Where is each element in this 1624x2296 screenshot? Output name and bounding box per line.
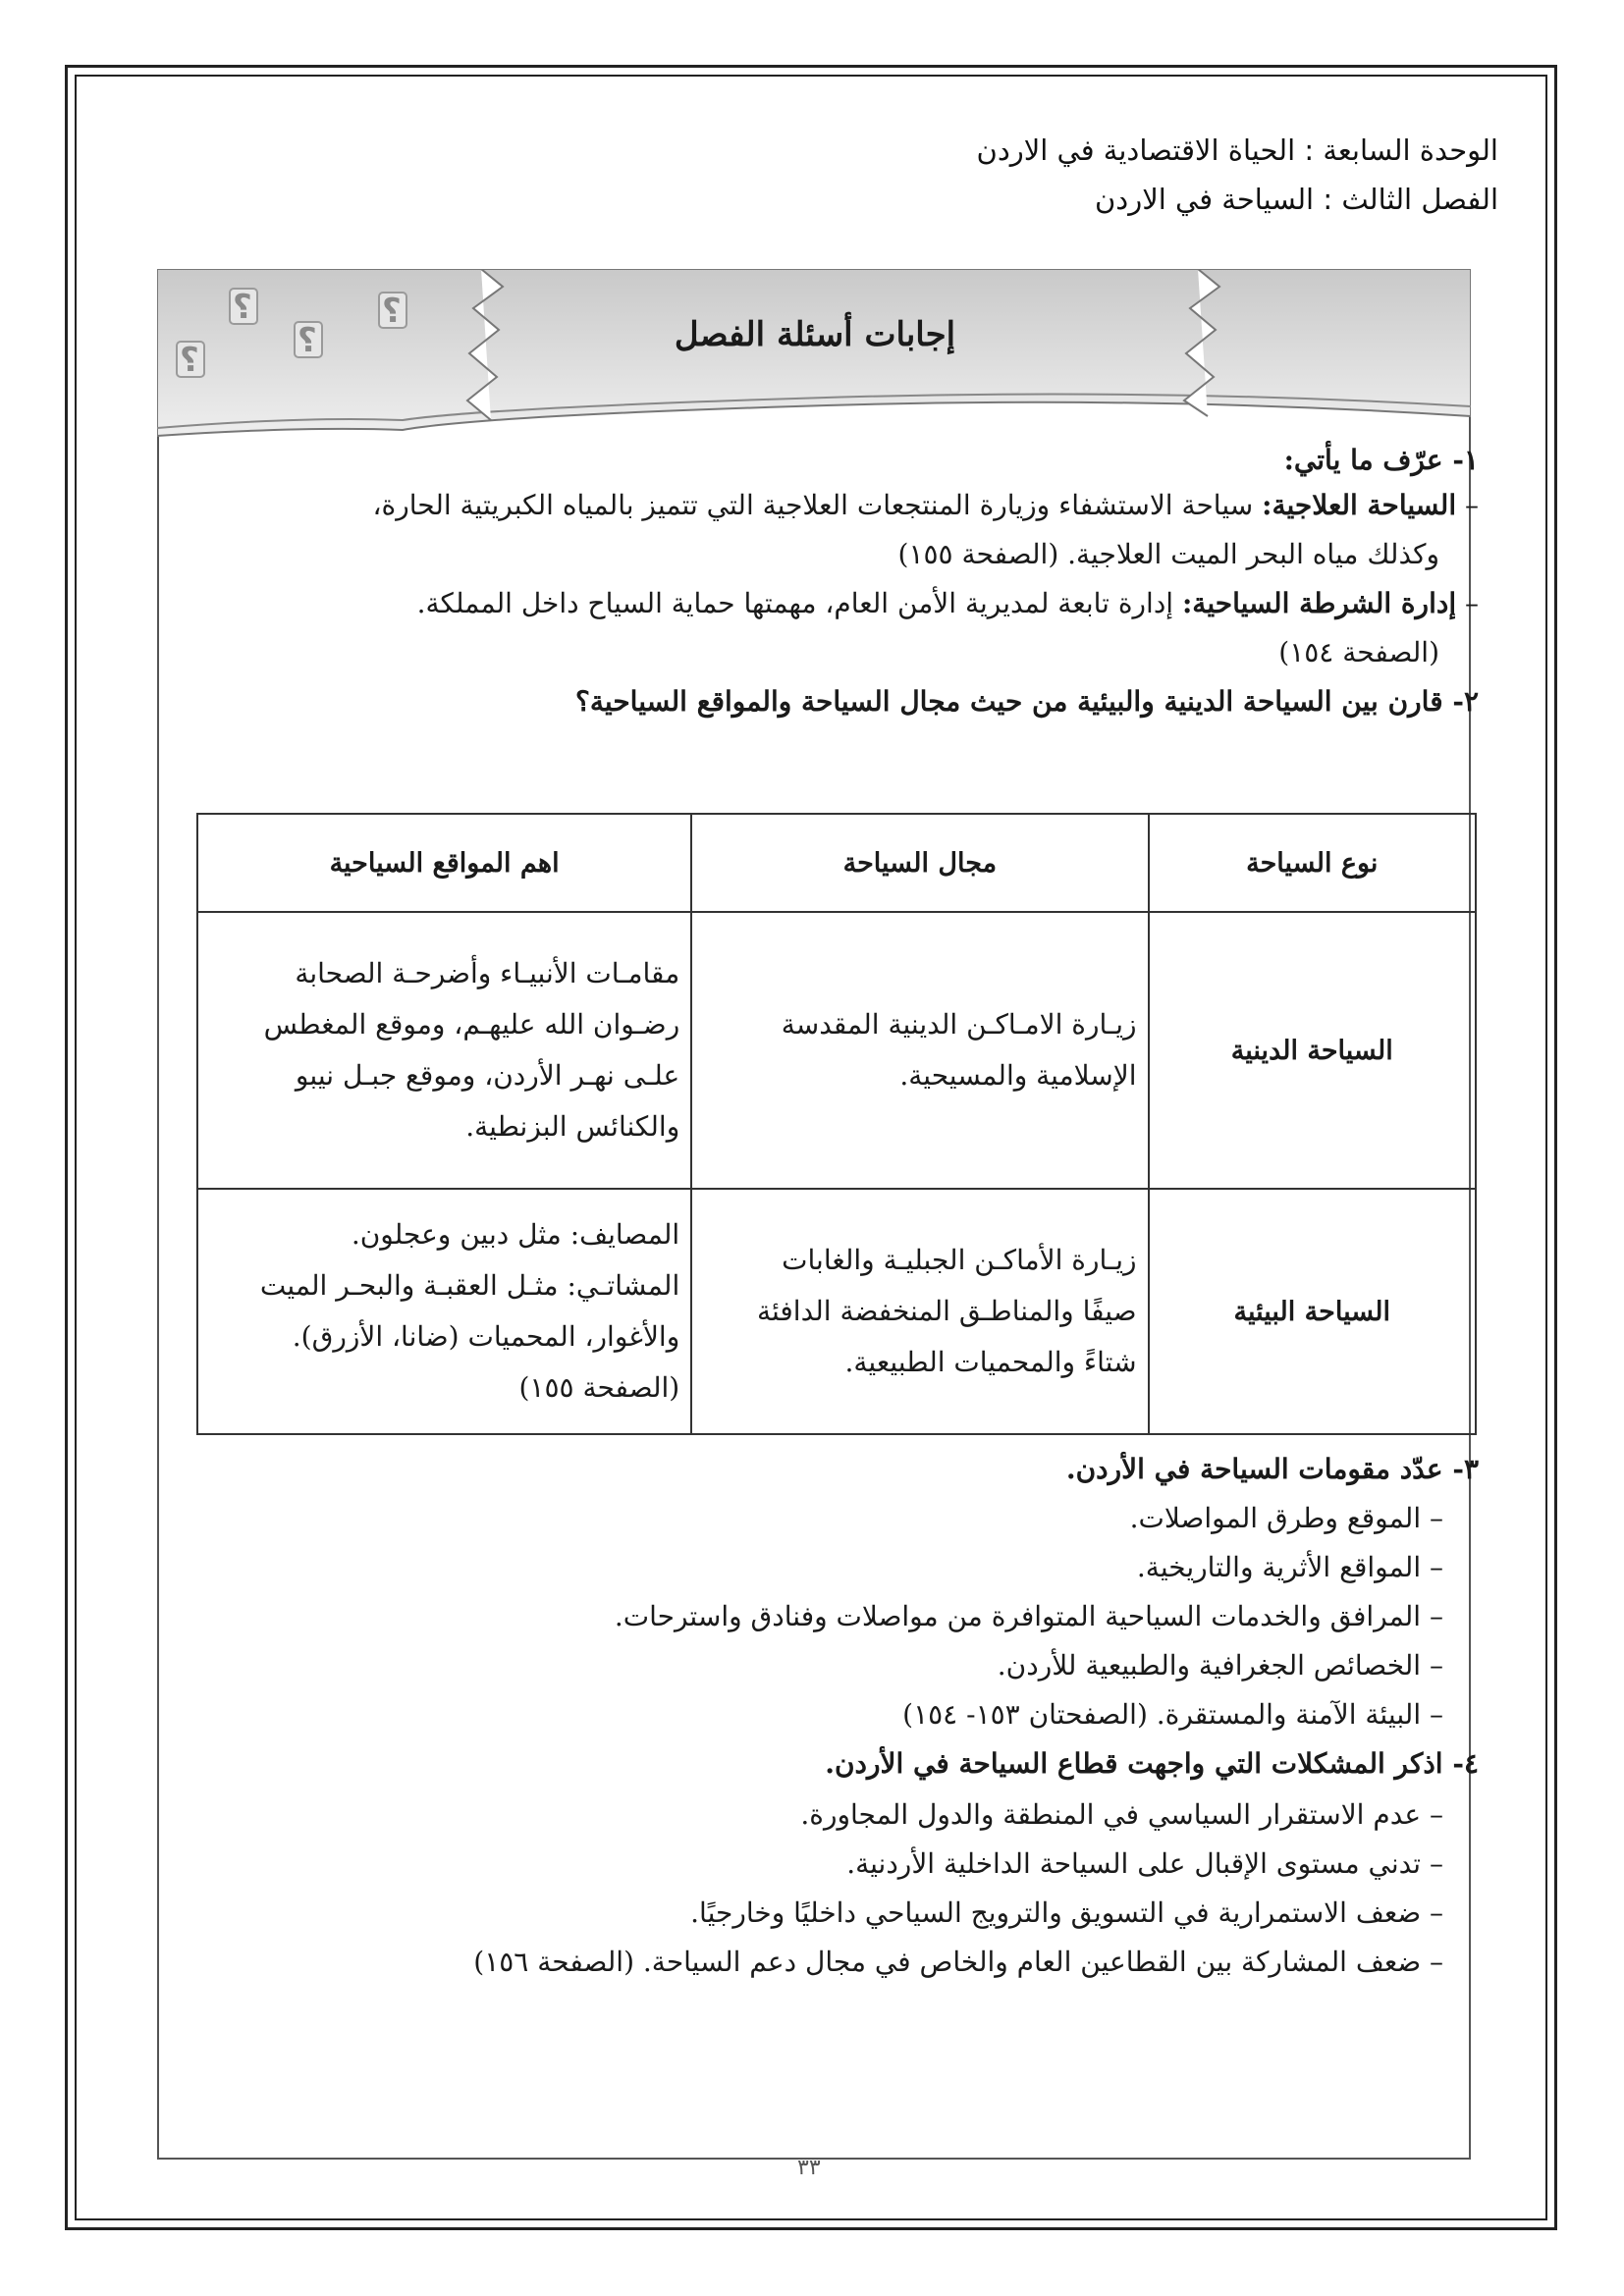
page-header [977,126,1498,224]
term-2: إدارة الشرطة السياحية: [1181,587,1457,619]
chapter-answers-banner [157,269,1471,446]
list-item: – الخصائص الجغرافية والطبيعية للأردن. [997,1649,1443,1682]
row-type: السياحة الدينية [1149,912,1476,1189]
table-row [197,1189,1476,1434]
header-field: مجال السياحة [691,814,1148,912]
term-1: السياحة العلاجية: [1262,489,1457,521]
row-field: زيـارة الأماكـن الجبليـة والغابات صيفًا والمناطـق المنخفضة الدافئة شتاءً والمحميات الطبيعية. [691,1189,1148,1434]
definition-2-cont: (الصفحة ١٥٤) [1278,636,1439,668]
svg-text:؟: ؟ [298,321,317,360]
list-item: – عدم الاستقرار السياسي في المنطقة والدول المجاورة. [800,1798,1443,1831]
list-item: – تدني مستوى الإقبال على السياحة الداخلية الأردنية. [846,1847,1443,1880]
question-1-title: ١- عرّف ما يأتي: [1283,444,1479,476]
row-sites: مقامـات الأنبيـاء وأضرحـة الصحابة رضـوان الله عليهـم، وموقع المغطس علـى نهـر الأردن، وموقع جبـل نيبو والكنائس البزنطية. [197,912,691,1189]
definition-1: – السياحة العلاجية: سياحة الاستشفاء وزيارة المنتجعات العلاجية التي تتميز بالمياه الكبريتية الحارة، [372,489,1479,521]
header-sites: اهم المواقع السياحية [197,814,691,912]
question-2-title: ٢- قارن بين السياحة الدينية والبيئية من حيث مجال السياحة والمواقع السياحية؟ [575,685,1479,718]
svg-text:؟: ؟ [382,292,402,331]
questions-3-4 [163,1453,1479,2160]
banner-title: إجابات أسئلة الفصل [674,315,956,354]
list-item: – المرافق والخدمات السياحية المتوافرة من مواصلات وفنادق واسترحات. [614,1600,1443,1632]
list-item: – ضعف المشاركة بين القطاعين العام والخاص في مجال دعم السياحة. (الصفحة ١٥٦) [473,1946,1443,1978]
list-item: – البيئة الآمنة والمستقرة. (الصفحتان ١٥٣- ١٥٤) [902,1698,1443,1731]
question-1 [163,444,1479,738]
definition-1-cont: وكذلك مياه البحر الميت العلاجية. (الصفحة ١٥٥) [897,538,1439,570]
chapter-title: الفصل الثالث : السياحة في الاردن [1095,183,1498,216]
definition-2: – إدارة الشرطة السياحية: إدارة تابعة لمديرية الأمن العام، مهمتها حماية السياح داخل المملكة. [416,587,1479,619]
unit-title: الوحدة السابعة : الحياة الاقتصادية في الاردن [976,133,1498,167]
list-item: – الموقع وطرق المواصلات. [1129,1502,1443,1534]
page-number: ٣٣ [797,2156,821,2180]
definition-1-text: سياحة الاستشفاء وزيارة المنتجعات العلاجية التي تتميز بالمياه الكبريتية الحارة، [372,489,1263,521]
row-type: السياحة البيئية [1149,1189,1476,1434]
comparison-table [196,813,1477,1435]
list-item: – ضعف الاستمرارية في التسويق والترويج السياحي داخليًا وخارجيًا. [690,1896,1443,1929]
question-3-title: ٣- عدّد مقومات السياحة في الأردن. [1065,1453,1479,1485]
row-sites: المصايف: مثل دبين وعجلون. المشاتـي: مثـل العقبـة والبحـر الميت والأغوار، المحميات (ضانا، الأزرق). (الصفحة ١٥٥) [197,1189,691,1434]
header-type: نوع السياحة [1149,814,1476,912]
table-row [197,912,1476,1189]
svg-text:؟: ؟ [180,341,199,380]
list-item: – المواقع الأثرية والتاريخية. [1136,1551,1443,1583]
svg-text:؟: ؟ [233,288,252,327]
question-4-title: ٤- اذكر المشكلات التي واجهت قطاع السياحة في الأردن. [825,1747,1479,1780]
row-field: زيـارة الامـاكـن الدينية المقدسة الإسلامية والمسيحية. [691,912,1148,1189]
table-header-row [197,814,1476,912]
definition-2-text: إدارة تابعة لمديرية الأمن العام، مهمتها حماية السياح داخل المملكة. [416,587,1182,619]
